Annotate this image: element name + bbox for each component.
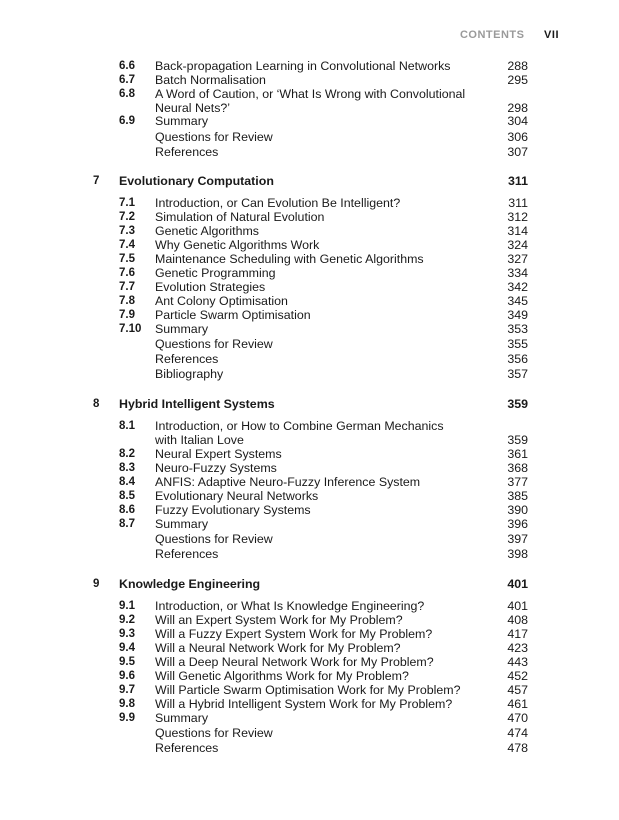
running-header <box>460 29 559 41</box>
section-number: 7.2 <box>119 211 135 223</box>
section-title: Summary <box>155 711 209 725</box>
page-reference: 470 <box>507 711 528 725</box>
section-title: Why Genetic Algorithms Work <box>155 238 320 252</box>
page-reference: 368 <box>507 461 528 475</box>
page-reference: 327 <box>507 252 528 266</box>
page-reference: 349 <box>507 308 528 322</box>
section-title: Will Particle Swarm Optimisation Work for My Problem? <box>155 683 461 697</box>
section-title: Batch Normalisation <box>155 73 266 87</box>
page-reference: 397 <box>507 532 528 546</box>
page-reference: 334 <box>507 266 528 280</box>
page-reference: 304 <box>507 114 528 128</box>
section-title: Introduction, or Can Evolution Be Intelligent? <box>155 196 401 210</box>
section-number: 7.10 <box>119 323 142 335</box>
section-number: 9.5 <box>119 656 135 668</box>
section-title: Back-propagation Learning in Convolutional Networks <box>155 59 451 73</box>
section-number: 8.1 <box>119 420 135 432</box>
section-title: Neuro-Fuzzy Systems <box>155 461 277 475</box>
section-number: 7.8 <box>119 295 135 307</box>
section-title: Introduction, or What Is Knowledge Engineering? <box>155 599 425 613</box>
page-reference: 359 <box>507 397 528 411</box>
page-reference: 377 <box>507 475 528 489</box>
page-reference: 312 <box>507 210 528 224</box>
section-number: 7.4 <box>119 239 135 251</box>
section-title: Summary <box>155 322 209 336</box>
chapter-number: 9 <box>93 578 100 590</box>
page-reference: 417 <box>507 627 528 641</box>
page-reference: 295 <box>507 73 528 87</box>
page-reference: 452 <box>507 669 528 683</box>
section-number: 6.7 <box>119 74 135 86</box>
section-title: Will an Expert System Work for My Problem? <box>155 613 403 627</box>
section-number: 7.1 <box>119 197 135 209</box>
chapter-title: Evolutionary Computation <box>119 174 274 188</box>
section-title: Will a Deep Neural Network Work for My Problem? <box>155 655 434 669</box>
section-number: 9.9 <box>119 712 135 724</box>
section-title: Will a Hybrid Intelligent System Work for My Problem? <box>155 697 453 711</box>
page-reference: 401 <box>507 577 528 591</box>
section-number: 6.9 <box>119 115 135 127</box>
section-title: References <box>155 741 219 755</box>
page-reference: 457 <box>507 683 528 697</box>
section-title: Questions for Review <box>155 130 273 144</box>
section-number: 9.3 <box>119 628 135 640</box>
section-number: 9.7 <box>119 684 135 696</box>
section-number: 9.1 <box>119 600 135 612</box>
section-title: Evolution Strategies <box>155 280 266 294</box>
section-number: 7.9 <box>119 309 135 321</box>
page-reference: 478 <box>507 741 528 755</box>
page-reference: 307 <box>507 145 528 159</box>
section-title: Summary <box>155 517 209 531</box>
section-title: Simulation of Natural Evolution <box>155 210 325 224</box>
page-reference: 461 <box>507 697 528 711</box>
page-reference: 355 <box>507 337 528 351</box>
section-title: Bibliography <box>155 367 224 381</box>
section-number: 8.5 <box>119 490 135 502</box>
page-reference: 306 <box>507 130 528 144</box>
page-reference: 401 <box>507 599 528 613</box>
section-title: with Italian Love <box>155 433 244 447</box>
section-number: 6.8 <box>119 88 135 100</box>
section-number: 7.5 <box>119 253 135 265</box>
section-title: Will a Neural Network Work for My Problem? <box>155 641 401 655</box>
section-title: Ant Colony Optimisation <box>155 294 288 308</box>
page-reference: 342 <box>507 280 528 294</box>
page-reference: 356 <box>507 352 528 366</box>
section-title: References <box>155 352 219 366</box>
page-number: VII <box>544 29 559 41</box>
page-reference: 398 <box>507 547 528 561</box>
section-title: Will Genetic Algorithms Work for My Problem? <box>155 669 409 683</box>
section-number: 8.3 <box>119 462 135 474</box>
section-title: Will a Fuzzy Expert System Work for My Problem? <box>155 627 433 641</box>
section-title: Genetic Algorithms <box>155 224 259 238</box>
section-title: References <box>155 547 219 561</box>
page-reference: 390 <box>507 503 528 517</box>
section-number: 8.2 <box>119 448 135 460</box>
page-reference: 408 <box>507 613 528 627</box>
section-title: Questions for Review <box>155 532 273 546</box>
chapter-number: 7 <box>93 175 100 187</box>
page-reference: 443 <box>507 655 528 669</box>
section-title: Questions for Review <box>155 337 273 351</box>
page-reference: 314 <box>507 224 528 238</box>
section-number: 7.7 <box>119 281 135 293</box>
page-reference: 353 <box>507 322 528 336</box>
section-title: Neural Nets?’ <box>155 101 231 115</box>
section-title: Questions for Review <box>155 726 273 740</box>
section-title: Particle Swarm Optimisation <box>155 308 311 322</box>
page-reference: 359 <box>507 433 528 447</box>
section-number: 9.6 <box>119 670 135 682</box>
chapter-number: 8 <box>93 398 100 410</box>
page-reference: 357 <box>507 367 528 381</box>
page-reference: 385 <box>507 489 528 503</box>
page-reference: 288 <box>507 59 528 73</box>
section-title: Summary <box>155 114 209 128</box>
section-number: 8.6 <box>119 504 135 516</box>
chapter-title: Hybrid Intelligent Systems <box>119 397 275 411</box>
page-reference: 423 <box>507 641 528 655</box>
page-reference: 345 <box>507 294 528 308</box>
section-number: 7.3 <box>119 225 135 237</box>
page-reference: 311 <box>508 174 528 188</box>
section-title: References <box>155 145 219 159</box>
section-number: 9.2 <box>119 614 135 626</box>
running-header-label: CONTENTS <box>459 29 525 41</box>
section-title: Introduction, or How to Combine German Mechanics <box>155 419 444 433</box>
chapter-title: Knowledge Engineering <box>119 577 261 591</box>
page-reference: 396 <box>507 517 528 531</box>
section-number: 6.6 <box>119 60 135 72</box>
page-reference: 324 <box>507 238 528 252</box>
section-title: Neural Expert Systems <box>155 447 282 461</box>
section-title: Genetic Programming <box>155 266 276 280</box>
section-title: A Word of Caution, or ‘What Is Wrong with Convolutional <box>155 87 466 101</box>
section-number: 8.7 <box>119 518 135 530</box>
page-reference: 474 <box>507 726 528 740</box>
page-reference: 361 <box>507 447 528 461</box>
section-title: ANFIS: Adaptive Neuro-Fuzzy Inference System <box>155 475 421 489</box>
section-title: Fuzzy Evolutionary Systems <box>155 503 311 517</box>
section-number: 9.4 <box>119 642 135 654</box>
section-number: 9.8 <box>119 698 135 710</box>
page-reference: 298 <box>507 101 528 115</box>
page-reference: 311 <box>508 196 528 210</box>
section-title: Evolutionary Neural Networks <box>155 489 319 503</box>
section-number: 7.6 <box>119 267 135 279</box>
section-number: 8.4 <box>119 476 135 488</box>
section-title: Maintenance Scheduling with Genetic Algorithms <box>155 252 424 266</box>
